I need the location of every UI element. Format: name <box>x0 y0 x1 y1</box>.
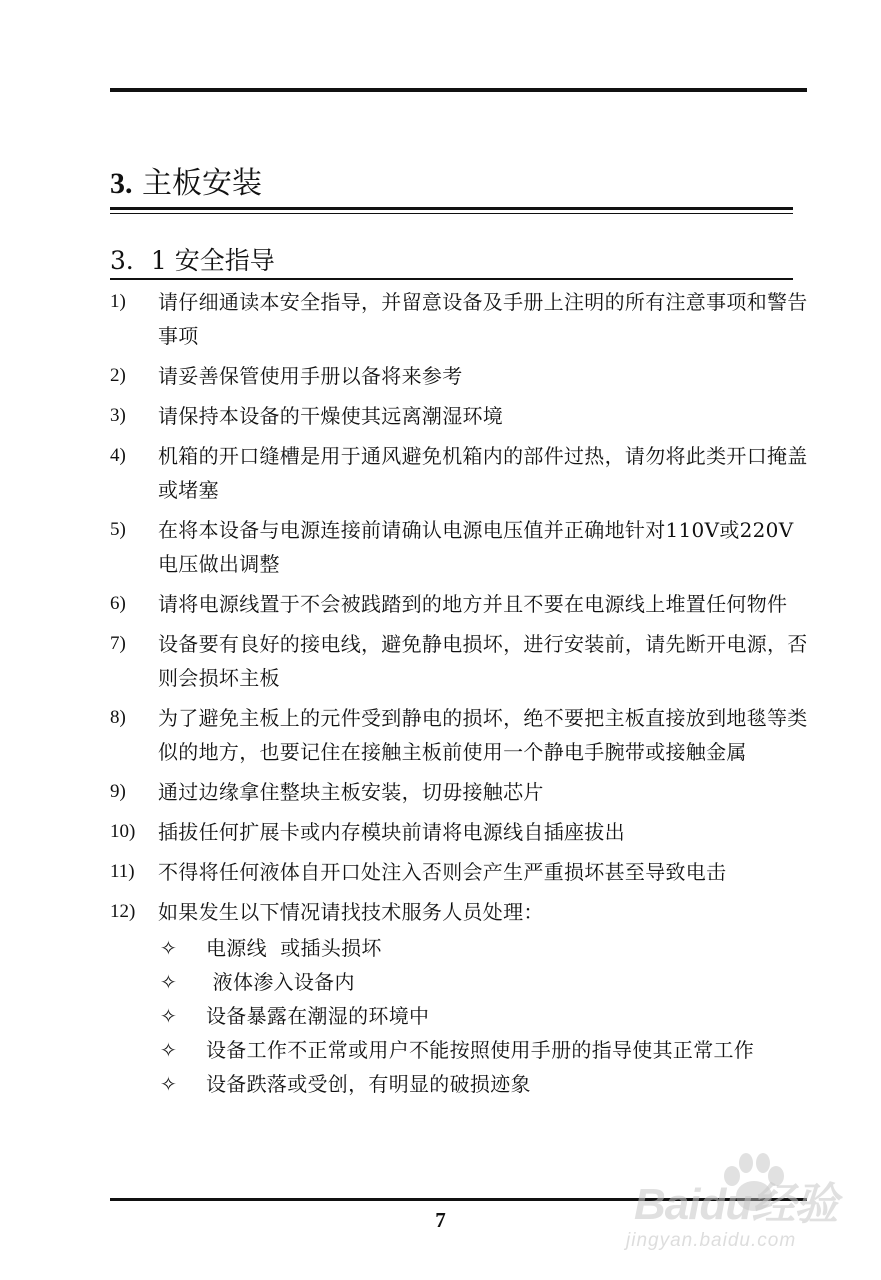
item-number: 4) <box>110 445 126 466</box>
sub-list-item <box>158 931 810 965</box>
section-title: 3．1 安全指导 <box>110 246 275 275</box>
sub-item-text: 设备工作不正常或用户不能按照使用手册的指导使其正常工作 <box>206 1038 755 1062</box>
sub-list-item <box>158 1033 810 1067</box>
sub-item-text: 电源线 或插头损坏 <box>206 936 382 960</box>
item-text: 为了避免主板上的元件受到静电的损坏，绝不要把主板直接放到地毯等类似的地方，也要记住在接触主板前使用一个静电手腕带或接触金属 <box>158 706 808 764</box>
item-number: 9) <box>110 781 126 802</box>
item-number: 7) <box>110 633 126 654</box>
list-item <box>110 775 810 809</box>
watermark-brand: Baidu经验 <box>634 1180 838 1229</box>
chapter-title <box>110 166 262 202</box>
chapter-rule-thick <box>110 207 793 210</box>
sub-list <box>158 931 810 1101</box>
item-number: 8) <box>110 707 126 728</box>
sub-list-item <box>158 999 810 1033</box>
section-rule <box>110 278 793 280</box>
page-number: 7 <box>435 1208 446 1232</box>
list-item <box>110 359 810 393</box>
item-text: 如果发生以下情况请找技术服务人员处理： <box>158 900 544 924</box>
item-text: 请仔细通读本安全指导，并留意设备及手册上注明的所有注意事项和警告事项 <box>158 290 808 348</box>
four-point-star-icon: ✧ <box>160 1004 177 1028</box>
sub-item-text: 设备跌落或受创，有明显的破损迹象 <box>206 1072 531 1096</box>
list-item <box>110 627 810 695</box>
chapter-number: 3. <box>110 167 133 200</box>
four-point-star-icon: ✧ <box>160 936 177 960</box>
item-number: 3) <box>110 405 126 426</box>
four-point-star-icon: ✧ <box>160 970 177 994</box>
sub-list-item <box>158 965 810 999</box>
item-number: 10) <box>110 821 136 842</box>
sub-item-text: 设备暴露在潮湿的环境中 <box>206 1004 430 1028</box>
item-text: 设备要有良好的接电线，避免静电损坏，进行安装前，请先断开电源，否则会损坏主板 <box>158 632 808 690</box>
safety-list <box>110 285 810 1107</box>
list-item <box>110 439 810 507</box>
item-number: 5) <box>110 519 126 540</box>
item-text: 机箱的开口缝槽是用于通风避免机箱内的部件过热，请勿将此类开口掩盖或堵塞 <box>158 444 808 502</box>
item-number: 2) <box>110 365 126 386</box>
list-item <box>110 815 810 849</box>
item-text: 通过边缘拿住整块主板安装，切毋接触芯片 <box>158 780 544 804</box>
header-rule <box>110 88 807 92</box>
item-number: 6) <box>110 593 126 614</box>
item-text: 在将本设备与电源连接前请确认电源电压值并正确地针对110V或220V 电压做出调整 <box>158 518 794 576</box>
item-number: 12) <box>110 901 136 922</box>
list-item <box>110 513 810 581</box>
item-number: 1) <box>110 291 126 312</box>
item-text: 插拔任何扩展卡或内存模块前请将电源线自插座拔出 <box>158 820 625 844</box>
chapter-title-text: 主板安装 <box>142 166 263 201</box>
four-point-star-icon: ✧ <box>160 1072 177 1096</box>
list-item <box>110 587 810 621</box>
list-item <box>110 855 810 889</box>
list-item <box>110 895 810 1101</box>
watermark <box>616 1150 846 1260</box>
item-text: 不得将任何液体自开口处注入否则会产生严重损坏甚至导致电击 <box>158 860 727 884</box>
item-number: 11) <box>110 861 135 882</box>
watermark-url: jingyan.baidu.com <box>626 1230 797 1251</box>
list-item <box>110 399 810 433</box>
list-item <box>110 701 810 769</box>
four-point-star-icon: ✧ <box>160 1038 177 1062</box>
sub-list-item <box>158 1067 810 1101</box>
item-text: 请保持本设备的干燥使其远离潮湿环境 <box>158 404 504 428</box>
list-item <box>110 285 810 353</box>
item-text: 请妥善保管使用手册以备将来参考 <box>158 364 463 388</box>
sub-item-text: 液体渗入设备内 <box>206 970 355 994</box>
item-text: 请将电源线置于不会被践踏到的地方并且不要在电源线上堆置任何物件 <box>158 592 788 616</box>
chapter-rule-thin <box>110 213 793 214</box>
